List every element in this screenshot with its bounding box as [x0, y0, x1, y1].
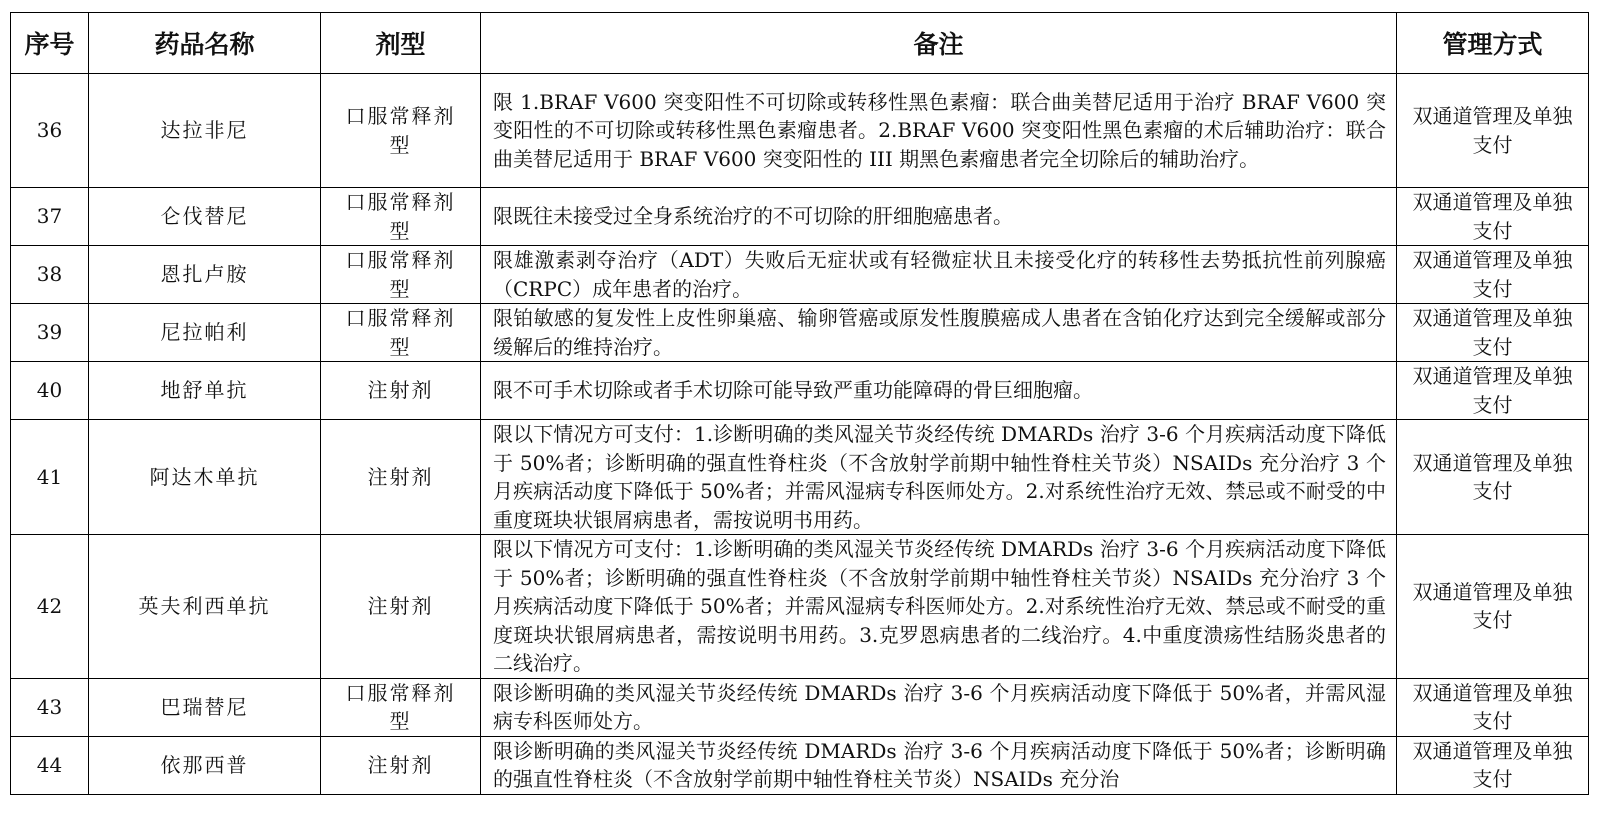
- management-method-cell: 双通道管理及单独支付: [1397, 188, 1589, 246]
- management-method-cell: 双通道管理及单独支付: [1397, 420, 1589, 535]
- table-row: [11, 188, 1589, 246]
- header-dosage-form: 剂型: [321, 13, 481, 74]
- management-method-cell: 双通道管理及单独支付: [1397, 736, 1589, 794]
- remarks-cell: 限诊断明确的类风湿关节炎经传统 DMARDs 治疗 3-6 个月疾病活动度下降低于 50%者；诊断明确的强直性脊柱炎（不含放射学前期中轴性脊柱关节炎）NSAIDs 充分治: [481, 736, 1397, 794]
- dosage-form-cell: 口服常释剂型: [321, 678, 481, 736]
- dosage-form-cell: 口服常释剂型: [321, 188, 481, 246]
- management-method-cell: 双通道管理及单独支付: [1397, 304, 1589, 362]
- serial-number-cell: 37: [11, 188, 89, 246]
- header-serial-number: 序号: [11, 13, 89, 74]
- table-row: [11, 246, 1589, 304]
- serial-number-cell: 41: [11, 420, 89, 535]
- remarks-cell: 限铂敏感的复发性上皮性卵巢癌、输卵管癌或原发性腹膜癌成人患者在含铂化疗达到完全缓解或部分缓解后的维持治疗。: [481, 304, 1397, 362]
- dosage-form-cell: 注射剂: [321, 736, 481, 794]
- dosage-form-cell: 口服常释剂型: [321, 246, 481, 304]
- remarks-cell: 限雄激素剥夺治疗（ADT）失败后无症状或有轻微症状且未接受化疗的转移性去势抵抗性前列腺癌（CRPC）成年患者的治疗。: [481, 246, 1397, 304]
- table-row: [11, 736, 1589, 794]
- drug-name-cell: 达拉非尼: [89, 74, 321, 188]
- table-row: [11, 678, 1589, 736]
- dosage-form-cell: 注射剂: [321, 420, 481, 535]
- table-header-row: [11, 13, 1589, 74]
- table-row: [11, 74, 1589, 188]
- management-method-cell: 双通道管理及单独支付: [1397, 246, 1589, 304]
- remarks-cell: 限 1.BRAF V600 突变阳性不可切除或转移性黑色素瘤：联合曲美替尼适用于治疗 BRAF V600 突变阳性的不可切除或转移性黑色素瘤患者。2.BRAF V600 突变阳性黑色素瘤的术后辅助治疗：联合曲美替尼适用于 BRAF V600 突变阳性的 III 期黑色素瘤患者完全切除后的辅助治疗。: [481, 74, 1397, 188]
- drug-table: [10, 12, 1589, 795]
- dosage-form-cell: 注射剂: [321, 362, 481, 420]
- drug-name-cell: 仑伐替尼: [89, 188, 321, 246]
- drug-name-cell: 阿达木单抗: [89, 420, 321, 535]
- serial-number-cell: 40: [11, 362, 89, 420]
- remarks-cell: 限以下情况方可支付：1.诊断明确的类风湿关节炎经传统 DMARDs 治疗 3-6 个月疾病活动度下降低于 50%者；诊断明确的强直性脊柱炎（不含放射学前期中轴性脊柱关节炎）NSAIDs 充分治疗 3 个月疾病活动度下降低于 50%者；并需风湿病专科医师处方。2.对系统性治疗无效、禁忌或不耐受的中重度斑块状银屑病患者，需按说明书用药。: [481, 420, 1397, 535]
- drug-name-cell: 地舒单抗: [89, 362, 321, 420]
- drug-name-cell: 巴瑞替尼: [89, 678, 321, 736]
- management-method-cell: 双通道管理及单独支付: [1397, 362, 1589, 420]
- serial-number-cell: 42: [11, 535, 89, 679]
- drug-name-cell: 依那西普: [89, 736, 321, 794]
- serial-number-cell: 39: [11, 304, 89, 362]
- table-row: [11, 535, 1589, 679]
- table-row: [11, 304, 1589, 362]
- remarks-cell: 限不可手术切除或者手术切除可能导致严重功能障碍的骨巨细胞瘤。: [481, 362, 1397, 420]
- serial-number-cell: 44: [11, 736, 89, 794]
- table-row: [11, 362, 1589, 420]
- management-method-cell: 双通道管理及单独支付: [1397, 535, 1589, 679]
- drug-name-cell: 尼拉帕利: [89, 304, 321, 362]
- serial-number-cell: 36: [11, 74, 89, 188]
- management-method-cell: 双通道管理及单独支付: [1397, 74, 1589, 188]
- remarks-cell: 限以下情况方可支付：1.诊断明确的类风湿关节炎经传统 DMARDs 治疗 3-6 个月疾病活动度下降低于 50%者；诊断明确的强直性脊柱炎（不含放射学前期中轴性脊柱关节炎）NSAIDs 充分治疗 3 个月疾病活动度下降低于 50%者；并需风湿病专科医师处方。2.对系统性治疗无效、禁忌或不耐受的重度斑块状银屑病患者，需按说明书用药。3.克罗恩病患者的二线治疗。4.中重度溃疡性结肠炎患者的二线治疗。: [481, 535, 1397, 679]
- management-method-cell: 双通道管理及单独支付: [1397, 678, 1589, 736]
- dosage-form-cell: 口服常释剂型: [321, 304, 481, 362]
- drug-table-container: [10, 12, 1588, 795]
- serial-number-cell: 43: [11, 678, 89, 736]
- dosage-form-cell: 口服常释剂型: [321, 74, 481, 188]
- header-remarks: 备注: [481, 13, 1397, 74]
- drug-name-cell: 英夫利西单抗: [89, 535, 321, 679]
- remarks-cell: 限既往未接受过全身系统治疗的不可切除的肝细胞癌患者。: [481, 188, 1397, 246]
- remarks-cell: 限诊断明确的类风湿关节炎经传统 DMARDs 治疗 3-6 个月疾病活动度下降低于 50%者，并需风湿病专科医师处方。: [481, 678, 1397, 736]
- table-row: [11, 420, 1589, 535]
- serial-number-cell: 38: [11, 246, 89, 304]
- header-management-method: 管理方式: [1397, 13, 1589, 74]
- drug-name-cell: 恩扎卢胺: [89, 246, 321, 304]
- dosage-form-cell: 注射剂: [321, 535, 481, 679]
- header-drug-name: 药品名称: [89, 13, 321, 74]
